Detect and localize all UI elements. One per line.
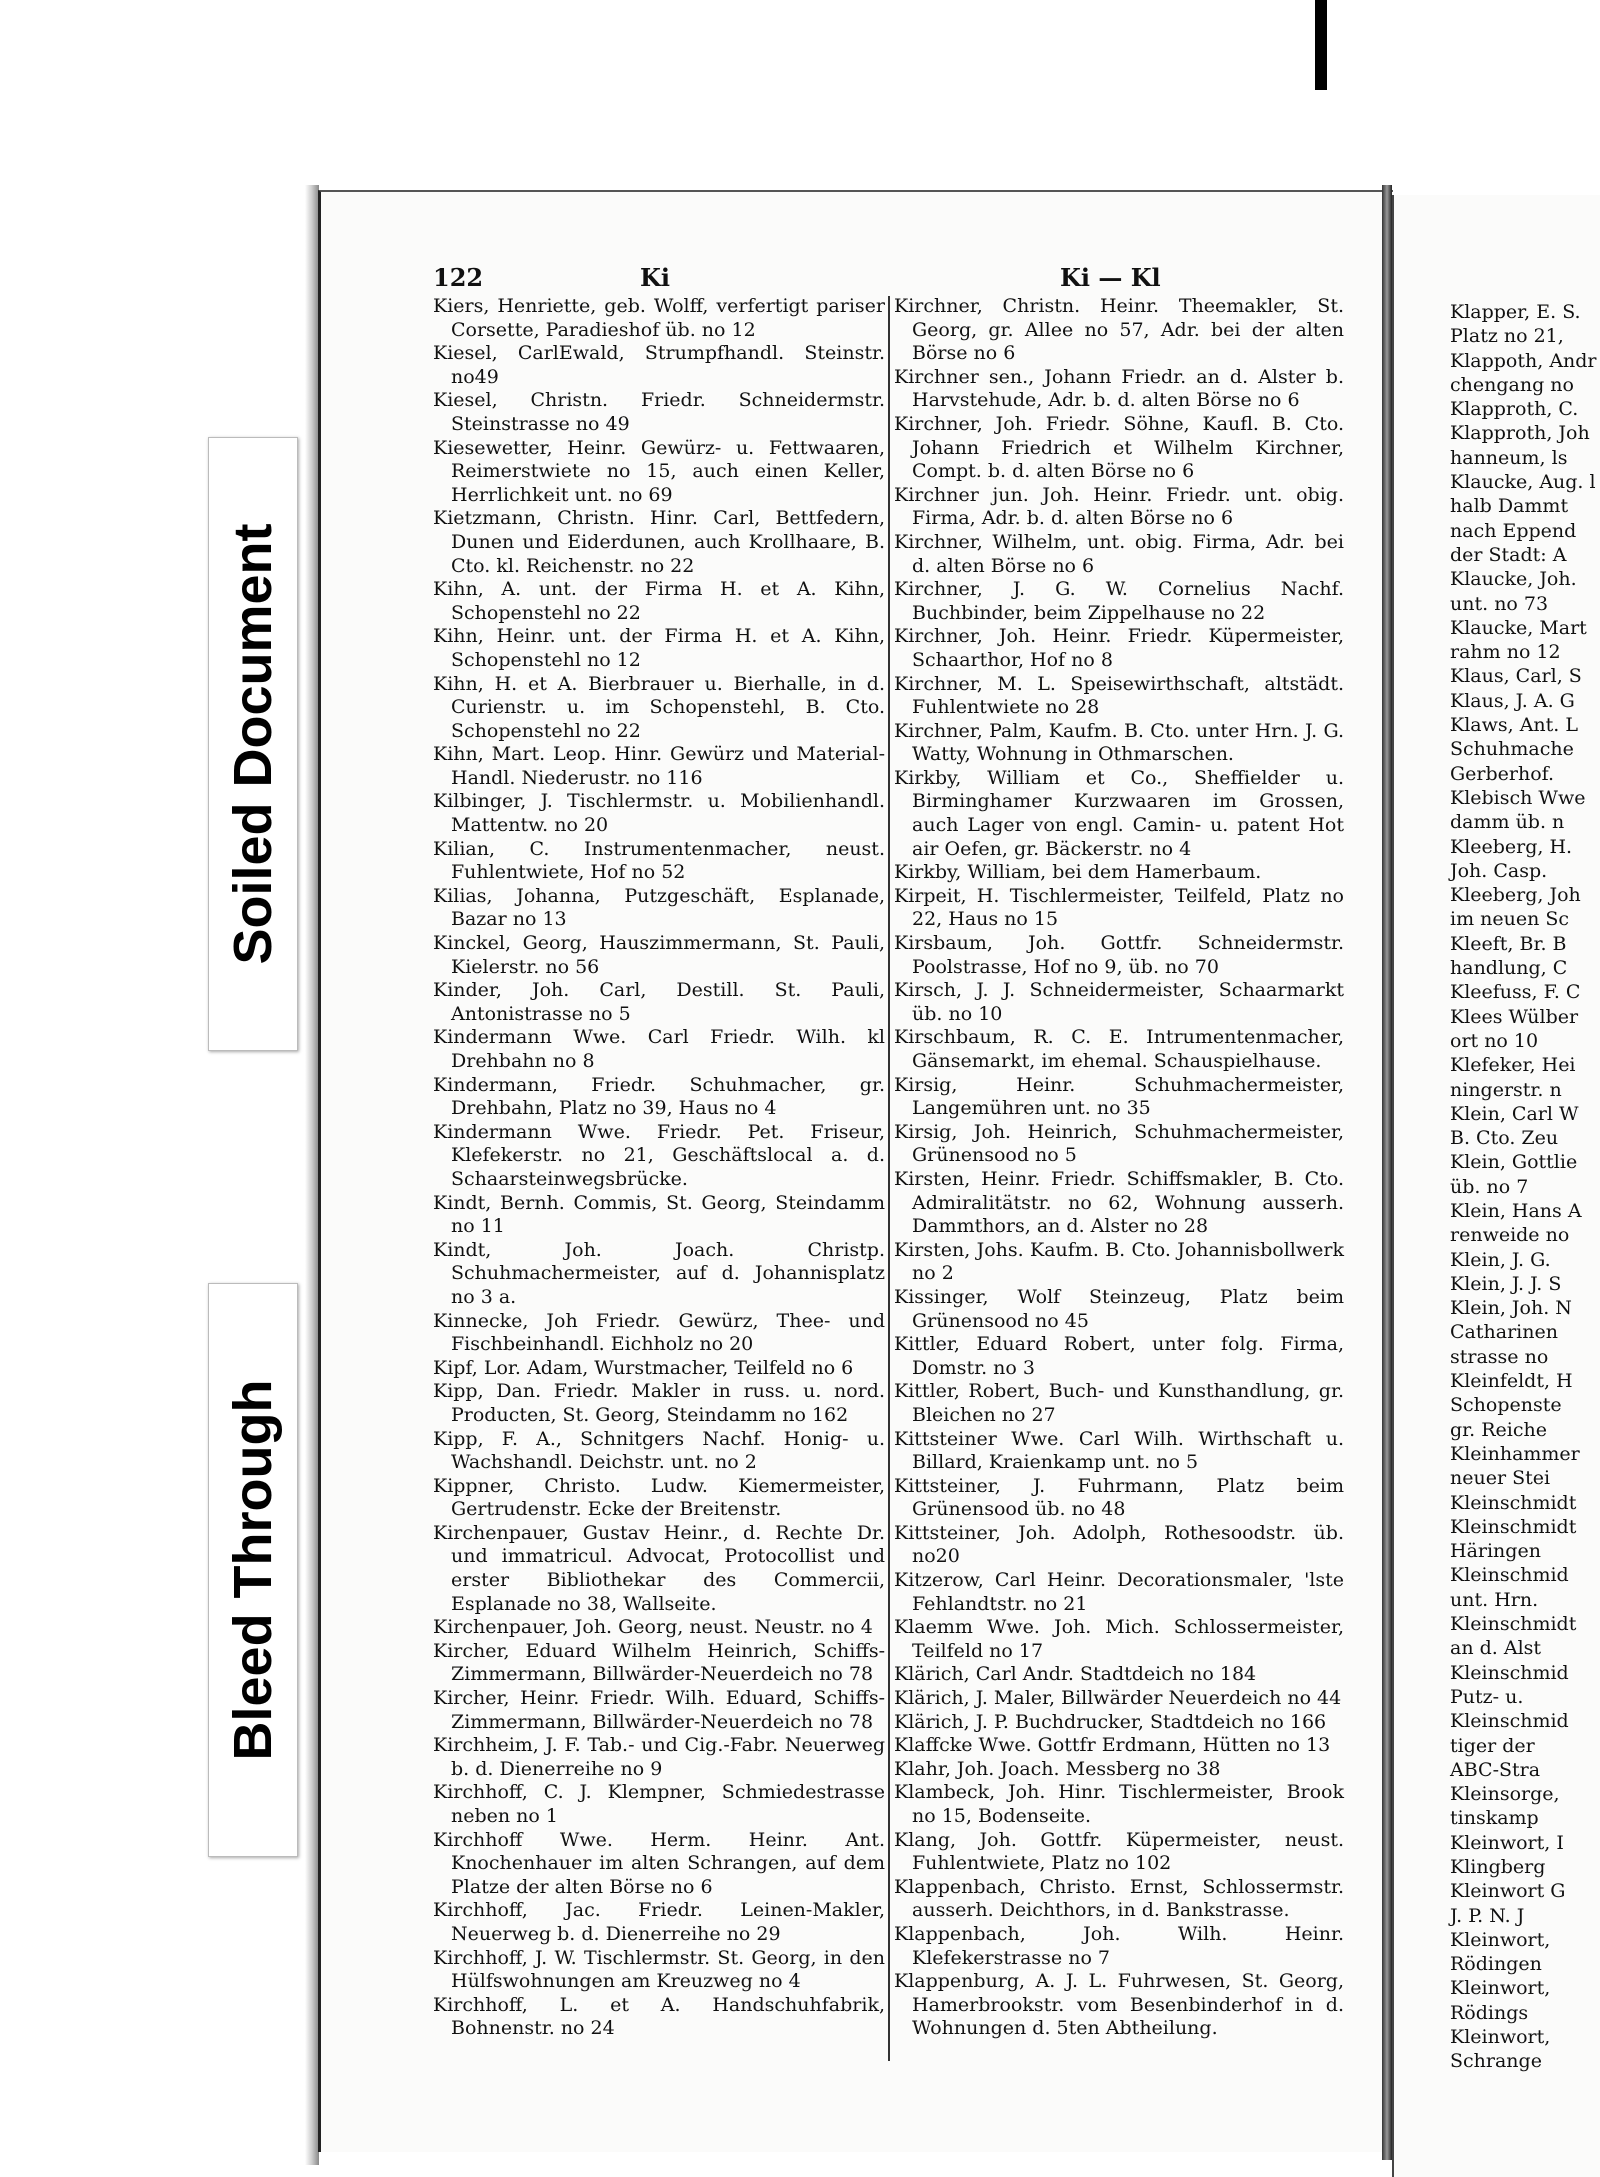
- bleed-through-label: Bleed Through: [223, 1379, 283, 1761]
- directory-entry: Klein, Hans A: [1450, 1199, 1582, 1222]
- directory-entry: Kleinschmid: [1450, 1661, 1569, 1684]
- directory-entry: Kittsteiner, Joh. Adolph, Rothesoodstr. üb. no20: [894, 1521, 1344, 1568]
- directory-entry: Klaws, Ant. L: [1450, 714, 1578, 737]
- directory-entry: Klang, Joh. Gottfr. Küpermeister, neust. Fuhlentwiete, Platz no 102: [894, 1828, 1344, 1875]
- directory-entry: Kirchenpauer, Gustav Heinr., d. Rechte Dr. und immatricul. Advocat, Protocollist und erster Bibliothekar des Commercii, Esplanade no 38, Wallseite.: [433, 1521, 885, 1615]
- directory-entry: Kindermann Wwe. Friedr. Pet. Friseur, Klefekerstr. no 21, Geschäftslocal a. d. Schaarsteinwegsbrücke.: [433, 1120, 885, 1190]
- directory-entry: Kissinger, Wolf Steinzeug, Platz beim Grünensood no 45: [894, 1285, 1344, 1332]
- directory-entry: hanneum, ls: [1450, 446, 1568, 469]
- directory-entry: Kirkby, William, bei dem Hamerbaum.: [894, 861, 1262, 884]
- directory-entry: Kirsten, Heinr. Friedr. Schiffsmakler, B. Cto. Admiralitätstr. no 62, Wohnung ausserh. Dammthors, an d. Alster no 28: [894, 1167, 1344, 1238]
- directory-entry: Kiesel, Christn. Friedr. Schneidermstr. Steinstrasse no 49: [433, 389, 885, 435]
- right-running-head: Ki — Kl: [1060, 263, 1161, 292]
- directory-entry: Schopenste: [1450, 1394, 1562, 1417]
- directory-entry: Platz no 21,: [1450, 325, 1564, 348]
- directory-entry: Kirchner jun. Joh. Heinr. Friedr. unt. obig. Firma, Adr. b. d. alten Börse no 6: [894, 483, 1344, 530]
- top-edge-mark: [1315, 0, 1327, 90]
- directory-entry: Klees Wülber: [1450, 1005, 1579, 1028]
- directory-entry: Klärich, Carl Andr. Stadtdeich no 184: [894, 1663, 1257, 1686]
- directory-entry: im neuen Sc: [1450, 908, 1570, 931]
- directory-entry: damm üb. n: [1450, 811, 1565, 834]
- directory-entry: Kinder, Joh. Carl, Destill. St. Pauli, Antonistrasse no 5: [433, 979, 885, 1025]
- directory-entry: Kirsten, Johs. Kaufm. B. Cto. Johannisbollwerk no 2: [894, 1238, 1344, 1285]
- directory-entry: Klaffcke Wwe. Gottfr Erdmann, Hütten no 13: [894, 1734, 1331, 1757]
- directory-entry: Klein, Joh. N: [1450, 1297, 1572, 1320]
- directory-entry: Kirchenpauer, Joh. Georg, neust. Neustr. no 4: [433, 1616, 873, 1639]
- directory-entry: Kirsbaum, Joh. Gottfr. Schneidermstr. Poolstrasse, Hof no 9, üb. no 70: [894, 932, 1344, 978]
- directory-entry: ABC-Stra: [1450, 1758, 1541, 1781]
- directory-entry: Kirchner, J. G. W. Cornelius Nachf. Buchbinder, beim Zippelhause no 22: [894, 578, 1344, 624]
- directory-entry: Kirchheim, J. F. Tab.- und Cig.-Fabr. Neuerweg b. d. Dienerreihe no 9: [433, 1734, 885, 1780]
- directory-entry: renweide no: [1450, 1224, 1570, 1247]
- directory-entry: Kipf, Lor. Adam, Wurstmacher, Teilfeld no 6: [433, 1356, 854, 1379]
- directory-entry: Klapproth, Joh: [1450, 422, 1590, 445]
- directory-entry: Klappoth, Andr: [1450, 349, 1597, 372]
- directory-column-right: [894, 295, 1344, 2041]
- directory-entry: Kihn, Mart. Leop. Hinr. Gewürz und Material-Handl. Niederustr. no 116: [433, 743, 885, 789]
- directory-entry: B. Cto. Zeu: [1450, 1127, 1559, 1150]
- directory-entry: Kleeberg, Joh: [1450, 884, 1581, 907]
- directory-entry: Kleinschmid: [1450, 1710, 1569, 1733]
- directory-entry: Klappenbach, Joh. Wilh. Heinr. Klefekerstrasse no 7: [894, 1922, 1344, 1969]
- directory-entry: Kirchner, Joh. Heinr. Friedr. Küpermeister, Schaarthor, Hof no 8: [894, 625, 1344, 671]
- directory-entry: Kleeberg, H.: [1450, 835, 1573, 858]
- directory-entry: gr. Reiche: [1450, 1418, 1547, 1441]
- directory-entry: Kilbinger, J. Tischlermstr. u. Mobilienhandl. Mattentw. no 20: [433, 790, 885, 837]
- directory-entry: Klaus, J. A. G: [1450, 689, 1575, 712]
- directory-entry: handlung, C: [1450, 957, 1568, 980]
- directory-entry: Häringen: [1450, 1540, 1541, 1563]
- directory-entry: Kirsch, J. J. Schneidermeister, Schaarmarkt üb. no 10: [894, 979, 1344, 1025]
- directory-entry: Kihn, H. et A. Bierbrauer u. Bierhalle, in d. Curienstr. u. im Schopenstehl, B. Cto. Schopenstehl no 22: [433, 672, 885, 742]
- directory-entry: Kleinschmidt: [1450, 1515, 1577, 1538]
- directory-entry: Kirchner, Palm, Kaufm. B. Cto. unter Hrn. J. G. Watty, Wohnung in Othmarschen.: [894, 719, 1344, 766]
- directory-entry: J. P. N. J: [1450, 1904, 1525, 1927]
- directory-entry: Rödingen: [1450, 1953, 1542, 1976]
- directory-entry: unt. Hrn.: [1450, 1588, 1539, 1611]
- directory-entry: Kleinwort G: [1450, 1880, 1566, 1903]
- directory-entry: Schuhmache: [1450, 738, 1574, 761]
- directory-entry: Klein, Gottlie: [1450, 1151, 1578, 1174]
- directory-entry: Kinnecke, Joh Friedr. Gewürz, Thee- und Fischbeinhandl. Eichholz no 20: [433, 1309, 885, 1356]
- directory-entry: Kindt, Bernh. Commis, St. Georg, Steindamm no 11: [433, 1191, 885, 1238]
- directory-entry: tinskamp: [1450, 1807, 1539, 1830]
- directory-entry: Kindermann Wwe. Carl Friedr. Wilh. kl Drehbahn no 8: [433, 1026, 885, 1072]
- directory-entry: Kiesewetter, Heinr. Gewürz- u. Fettwaaren, Reimerstwiete no 15, auch einen Keller, Herrlichkeit unt. no 69: [433, 436, 885, 506]
- directory-entry: Kleinwort,: [1450, 1977, 1551, 2000]
- directory-entry: Kleinhammer: [1450, 1442, 1580, 1465]
- directory-entry: Klärich, J. Maler, Billwärder Neuerdeich no 44: [894, 1687, 1342, 1710]
- directory-entry: der Stadt: A: [1450, 543, 1567, 566]
- directory-entry: ningerstr. n: [1450, 1078, 1562, 1101]
- directory-entry: Kihn, Heinr. unt. der Firma H. et A. Kihn, Schopenstehl no 12: [433, 625, 885, 671]
- directory-entry: nach Eppend: [1450, 519, 1577, 542]
- bleed-through-tab: [208, 1283, 298, 1857]
- directory-entry: Putz- u.: [1450, 1685, 1524, 1708]
- directory-entry: Kirchhoff, L. et A. Handschuhfabrik, Bohnenstr. no 24: [433, 1993, 885, 2040]
- directory-entry: Klein, Carl W: [1450, 1102, 1579, 1125]
- directory-entry: Klaucke, Aug. l: [1450, 471, 1596, 494]
- directory-entry: Kirchhoff, C. J. Klempner, Schmiedestrasse neben no 1: [433, 1781, 885, 1827]
- directory-entry: Klappenburg, A. J. L. Fuhrwesen, St. Georg, Hamerbrookstr. vom Besenbinderhof in d. Wohnungen d. 5ten Abtheilung.: [894, 1970, 1344, 2040]
- directory-entry: Klebisch Wwe: [1450, 786, 1586, 809]
- directory-column-partial: [1450, 300, 1600, 2074]
- directory-entry: rahm no 12: [1450, 641, 1561, 664]
- directory-entry: Gerberhof.: [1450, 762, 1555, 785]
- directory-entry: Kipp, F. A., Schnitgers Nachf. Honig- u. Wachshandl. Deichstr. unt. no 2: [433, 1427, 885, 1474]
- directory-entry: Klapper, E. S.: [1450, 301, 1581, 323]
- directory-entry: Klefeker, Hei: [1450, 1054, 1576, 1077]
- directory-entry: halb Dammt: [1450, 495, 1569, 518]
- directory-entry: Kirchner, Joh. Friedr. Söhne, Kaufl. B. Cto. Johann Friedrich et Wilhelm Kirchner, Compt. b. d. alten Börse no 6: [894, 412, 1344, 483]
- soiled-document-label: Soiled Document: [223, 523, 283, 965]
- directory-entry: Kindt, Joh. Joach. Christp. Schuhmachermeister, auf d. Johannisplatz no 3 a.: [433, 1238, 885, 1308]
- directory-entry: Kleinsorge,: [1450, 1783, 1560, 1806]
- directory-entry: Klaucke, Joh.: [1450, 568, 1577, 591]
- directory-entry: Kleinwort, I: [1450, 1831, 1564, 1854]
- directory-entry: ort no 10: [1450, 1029, 1539, 1052]
- directory-entry: Kihn, A. unt. der Firma H. et A. Kihn, Schopenstehl no 22: [433, 578, 885, 624]
- directory-entry: unt. no 73: [1450, 592, 1549, 615]
- directory-entry: Kiers, Henriette, geb. Wolff, verfertigt pariser Corsette, Paradieshof üb. no 12: [433, 295, 885, 341]
- soiled-document-tab: [208, 437, 298, 1051]
- directory-entry: Kleinfeldt, H: [1450, 1370, 1573, 1393]
- directory-entry: Kirchhoff, Jac. Friedr. Leinen-Makler, Neuerweg b. d. Dienerreihe no 29: [433, 1899, 885, 1945]
- directory-entry: Klaemm Wwe. Joh. Mich. Schlossermeister, Teilfeld no 17: [894, 1616, 1344, 1662]
- directory-entry: Kietzmann, Christn. Hinr. Carl, Bettfedern, Dunen und Eiderdunen, auch Krollhaare, B. Cto. kl. Reichenstr. no 22: [433, 507, 885, 577]
- page-number: 122: [433, 263, 484, 292]
- directory-entry: Kirchhoff Wwe. Herm. Heinr. Ant. Knochenhauer im alten Schrangen, auf dem Platze der alten Börse no 6: [433, 1828, 885, 1898]
- gutter: [1382, 185, 1392, 2160]
- directory-entry: Klingberg: [1450, 1856, 1546, 1878]
- directory-entry: Kircher, Eduard Wilhelm Heinrich, Schiffs-Zimmermann, Billwärder-Neuerdeich no 78: [433, 1639, 885, 1686]
- directory-entry: Kirchhoff, J. W. Tischlermstr. St. Georg, in den Hülfswohnungen am Kreuzweg no 4: [433, 1946, 885, 1993]
- directory-entry: Kirkby, William et Co., Sheffielder u. Birminghamer Kurzwaaren im Grossen, auch Lager von engl. Camin- u. patent Hot air Oefen, gr. Bäckerstr. no 4: [894, 766, 1344, 860]
- directory-entry: Klaucke, Mart: [1450, 616, 1587, 639]
- directory-entry: üb. no 7: [1450, 1175, 1529, 1198]
- directory-entry: Kirsig, Joh. Heinrich, Schuhmachermeister, Grünensood no 5: [894, 1120, 1344, 1167]
- directory-entry: Kinckel, Georg, Hauszimmermann, St. Pauli, Kielerstr. no 56: [433, 932, 885, 978]
- directory-entry: an d. Alst: [1450, 1637, 1542, 1660]
- directory-entry: Kleinwort,: [1450, 1928, 1551, 1951]
- directory-entry: Kittsteiner Wwe. Carl Wilh. Wirthschaft u. Billard, Kraienkamp unt. no 5: [894, 1427, 1344, 1474]
- directory-entry: strasse no: [1450, 1345, 1549, 1368]
- directory-entry: Klärich, J. P. Buchdrucker, Stadtdeich no 166: [894, 1710, 1327, 1733]
- directory-entry: Kleeft, Br. B: [1450, 932, 1567, 955]
- directory-entry: Kilias, Johanna, Putzgeschäft, Esplanade, Bazar no 13: [433, 884, 885, 931]
- directory-entry: Kleinwort,: [1450, 2026, 1551, 2049]
- directory-entry: Kirsig, Heinr. Schuhmachermeister, Langemühren unt. no 35: [894, 1073, 1344, 1120]
- directory-entry: Kitzerow, Carl Heinr. Decorationsmaler, 'lste Fehlandtstr. no 21: [894, 1569, 1344, 1615]
- directory-entry: Klappenbach, Christo. Ernst, Schlossermstr. ausserh. Deichthors, in d. Bankstrasse.: [894, 1875, 1344, 1922]
- directory-entry: Kittler, Robert, Buch- und Kunsthandlung, gr. Bleichen no 27: [894, 1380, 1344, 1426]
- left-running-head: Ki: [640, 263, 670, 292]
- directory-entry: Schrange: [1450, 2050, 1542, 2073]
- column-divider: [888, 296, 890, 2061]
- directory-entry: tiger der: [1450, 1734, 1535, 1757]
- directory-entry: Kirchner, Christn. Heinr. Theemakler, St. Georg, gr. Allee no 57, Adr. bei der alten Börse no 6: [894, 295, 1344, 365]
- directory-entry: Kittler, Eduard Robert, unter folg. Firma, Domstr. no 3: [894, 1333, 1344, 1379]
- directory-entry: Kirchner, M. L. Speisewirthschaft, altstädt. Fuhlentwiete no 28: [894, 672, 1344, 719]
- directory-entry: Klaus, Carl, S: [1450, 665, 1582, 688]
- directory-entry: Klahr, Joh. Joach. Messberg no 38: [894, 1757, 1221, 1780]
- book-spine: [305, 185, 319, 2165]
- directory-entry: Kippner, Christo. Ludw. Kiemermeister, Gertrudenstr. Ecke der Breitenstr.: [433, 1474, 885, 1521]
- directory-entry: Klapproth, C.: [1450, 398, 1579, 421]
- directory-entry: Kleinschmidt: [1450, 1491, 1577, 1514]
- directory-entry: Kleinschmidt: [1450, 1613, 1577, 1636]
- directory-entry: Kirpeit, H. Tischlermeister, Teilfeld, Platz no 22, Haus no 15: [894, 884, 1344, 931]
- directory-entry: Kircher, Heinr. Friedr. Wilh. Eduard, Schiffs-Zimmermann, Billwärder-Neuerdeich no 78: [433, 1687, 885, 1733]
- directory-entry: Kipp, Dan. Friedr. Makler in russ. u. nord. Producten, St. Georg, Steindamm no 162: [433, 1380, 885, 1426]
- directory-entry: Kirchner, Wilhelm, unt. obig. Firma, Adr. bei d. alten Börse no 6: [894, 530, 1344, 577]
- directory-entry: Kindermann, Friedr. Schuhmacher, gr. Drehbahn, Platz no 39, Haus no 4: [433, 1073, 885, 1120]
- directory-entry: Klein, J. J. S: [1450, 1272, 1562, 1295]
- directory-column-left: [433, 295, 885, 2041]
- directory-entry: Kleefuss, F. C: [1450, 981, 1581, 1004]
- directory-entry: Kilian, C. Instrumentenmacher, neust. Fuhlentwiete, Hof no 52: [433, 837, 885, 884]
- directory-entry: Klambeck, Joh. Hinr. Tischlermeister, Brook no 15, Bodenseite.: [894, 1781, 1344, 1827]
- directory-entry: Kiesel, CarlEwald, Strumpfhandl. Steinstr. no49: [433, 342, 885, 388]
- directory-entry: Klein, J. G.: [1450, 1248, 1551, 1271]
- directory-entry: Rödings: [1450, 2001, 1529, 2024]
- directory-entry: Kirschbaum, R. C. E. Intrumentenmacher, Gänsemarkt, im ehemal. Schauspielhause.: [894, 1026, 1344, 1072]
- directory-entry: neuer Stei: [1450, 1467, 1551, 1490]
- directory-entry: Catharinen: [1450, 1321, 1558, 1344]
- directory-entry: Kleinschmid: [1450, 1564, 1569, 1587]
- directory-entry: chengang no: [1450, 373, 1574, 396]
- directory-entry: Kittsteiner, J. Fuhrmann, Platz beim Grünensood üb. no 48: [894, 1474, 1344, 1521]
- directory-entry: Kirchner sen., Johann Friedr. an d. Alster b. Harvstehude, Adr. b. d. alten Börse no 6: [894, 365, 1344, 412]
- directory-entry: Joh. Casp.: [1450, 859, 1548, 882]
